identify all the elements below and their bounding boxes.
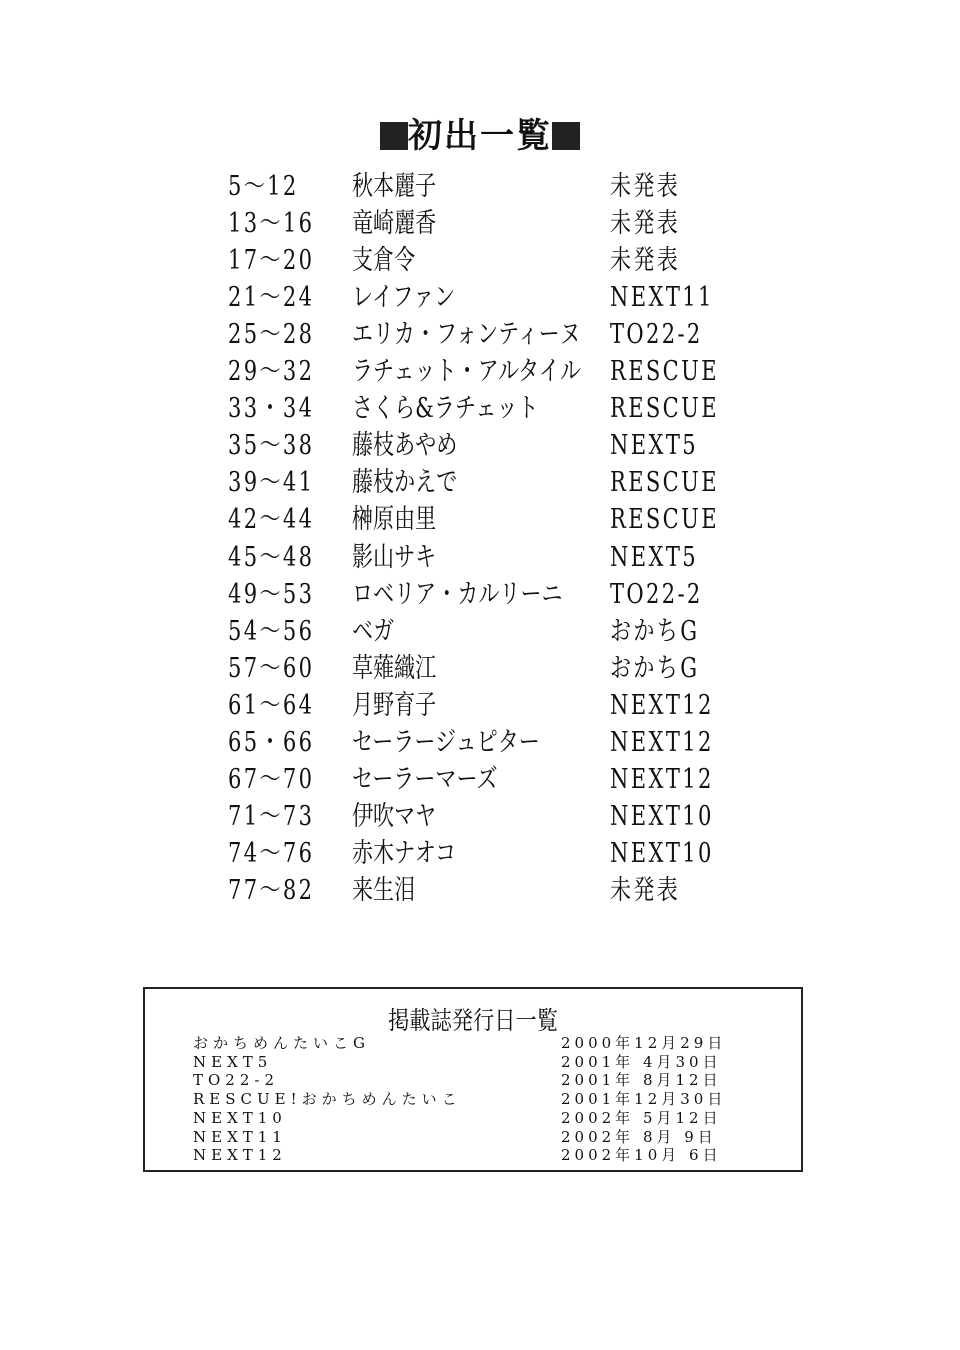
- black-square-icon: [552, 122, 580, 150]
- publication-row: [145, 1071, 801, 1089]
- page-range: 65・66: [228, 726, 315, 758]
- character-name: 榊原由里: [352, 504, 437, 536]
- character-name: 藤枝あやめ: [352, 430, 458, 462]
- page-range: 67～70: [228, 763, 315, 795]
- publication-row: [145, 1034, 801, 1052]
- publication-row: [145, 1109, 801, 1127]
- source-publication: NEXT10: [610, 837, 714, 869]
- list-item: [0, 728, 960, 765]
- publication-dates-box: [143, 987, 803, 1172]
- publication-name: NEXT11: [193, 1127, 287, 1146]
- list-item: [0, 802, 960, 839]
- source-publication: RESCUE: [610, 393, 719, 425]
- character-name: 支倉令: [352, 245, 416, 277]
- list-item: [0, 580, 960, 617]
- publication-name: おかちめんたいこG: [193, 1034, 370, 1052]
- character-name: 草薙織江: [352, 652, 437, 684]
- source-publication: RESCUE: [610, 467, 719, 499]
- list-item: [0, 617, 960, 654]
- character-name: 伊吹マヤ: [352, 800, 437, 832]
- publication-date: 2002年10月 6日: [561, 1146, 722, 1165]
- source-publication: NEXT12: [610, 726, 714, 758]
- list-item: [0, 765, 960, 802]
- character-name: セーラーマーズ: [352, 763, 498, 795]
- publication-date: 2001年 4月30日: [561, 1052, 722, 1071]
- publication-date: 2001年12月30日: [561, 1090, 727, 1109]
- page-range: 29～32: [228, 356, 315, 388]
- character-name: 藤枝かえで: [352, 467, 458, 499]
- page-range: 35～38: [228, 430, 315, 462]
- list-item: [0, 172, 960, 209]
- source-publication: NEXT12: [610, 763, 714, 795]
- list-item: [0, 246, 960, 283]
- list-item: [0, 505, 960, 542]
- page-range: 45～48: [228, 541, 315, 573]
- list-item: [0, 357, 960, 394]
- page-range: 21～24: [228, 282, 315, 314]
- list-item: [0, 543, 960, 580]
- publication-name: TO22-2: [193, 1071, 280, 1090]
- source-publication: おかちG: [610, 615, 700, 647]
- publication-row: [145, 1146, 801, 1164]
- source-publication: 未発表: [610, 171, 681, 202]
- source-publication: TO22-2: [610, 319, 703, 351]
- source-publication: RESCUE: [610, 504, 719, 536]
- character-name: ラチェット・アルタイル: [352, 356, 581, 388]
- black-square-icon: [380, 122, 408, 150]
- list-item: [0, 876, 960, 913]
- page-title: [0, 108, 960, 157]
- page-range: 74～76: [228, 837, 315, 869]
- character-name: セーラージュピター: [352, 726, 540, 758]
- character-name: 影山サキ: [352, 541, 437, 573]
- character-name: 来生泪: [352, 874, 416, 906]
- character-name: ベガ: [352, 615, 395, 647]
- source-publication: NEXT5: [610, 430, 698, 462]
- source-publication: NEXT11: [610, 282, 714, 314]
- character-name: ロベリア・カルリーニ: [352, 578, 563, 610]
- page-range: 57～60: [228, 652, 315, 684]
- publication-date: 2001年 8月12日: [561, 1071, 722, 1090]
- character-name: 秋本麗子: [352, 171, 437, 202]
- publication-row: [145, 1128, 801, 1146]
- page-range: 61～64: [228, 689, 315, 721]
- source-publication: おかちG: [610, 652, 700, 684]
- page-range: 49～53: [228, 578, 315, 610]
- character-name: 月野育子: [352, 689, 437, 721]
- character-name: 竜崎麗香: [352, 208, 437, 240]
- publication-date: 2002年 8月 9日: [561, 1127, 717, 1146]
- list-item: [0, 468, 960, 505]
- page-range: 25～28: [228, 319, 315, 351]
- publication-date: 2000年12月29日: [561, 1034, 727, 1052]
- publication-dates-title: 掲載誌発行日一覧: [387, 1006, 558, 1035]
- page-range: 54～56: [228, 615, 315, 647]
- list-item: [0, 320, 960, 357]
- publication-row: [145, 1053, 801, 1071]
- character-name: エリカ・フォンティーヌ: [352, 319, 581, 351]
- character-name: レイファン: [352, 282, 456, 314]
- list-item: [0, 431, 960, 468]
- page-range: 5～12: [228, 171, 299, 202]
- publication-row: [145, 1090, 801, 1108]
- publication-name: NEXT10: [193, 1108, 287, 1127]
- source-publication: NEXT10: [610, 800, 714, 832]
- page-range: 17～20: [228, 245, 315, 277]
- source-publication: 未発表: [610, 208, 681, 240]
- page-range: 77～82: [228, 874, 315, 906]
- source-publication: NEXT12: [610, 689, 714, 721]
- character-name: 赤木ナオコ: [352, 837, 457, 869]
- source-publication: NEXT5: [610, 541, 698, 573]
- character-name: さくら&ラチェット: [352, 393, 539, 425]
- page-range: 13～16: [228, 208, 315, 240]
- source-publication: TO22-2: [610, 578, 703, 610]
- source-publication: 未発表: [610, 874, 681, 906]
- page-range: 71～73: [228, 800, 315, 832]
- publication-name: NEXT5: [193, 1052, 273, 1071]
- list-item: [0, 839, 960, 876]
- source-publication: 未発表: [610, 245, 681, 277]
- list-item: [0, 209, 960, 246]
- source-publication: RESCUE: [610, 356, 719, 388]
- publication-name: NEXT12: [193, 1146, 287, 1165]
- publication-date: 2002年 5月12日: [561, 1108, 722, 1127]
- page-range: 39～41: [228, 467, 315, 499]
- page-range: 42～44: [228, 504, 315, 536]
- publication-name: RESCUE!おかちめんたいこ: [193, 1090, 462, 1109]
- page-title-text: 初出一覧: [408, 116, 552, 156]
- list-item: [0, 394, 960, 431]
- list-item: [0, 691, 960, 728]
- page-range: 33・34: [228, 393, 315, 425]
- list-item: [0, 654, 960, 691]
- list-item: [0, 283, 960, 320]
